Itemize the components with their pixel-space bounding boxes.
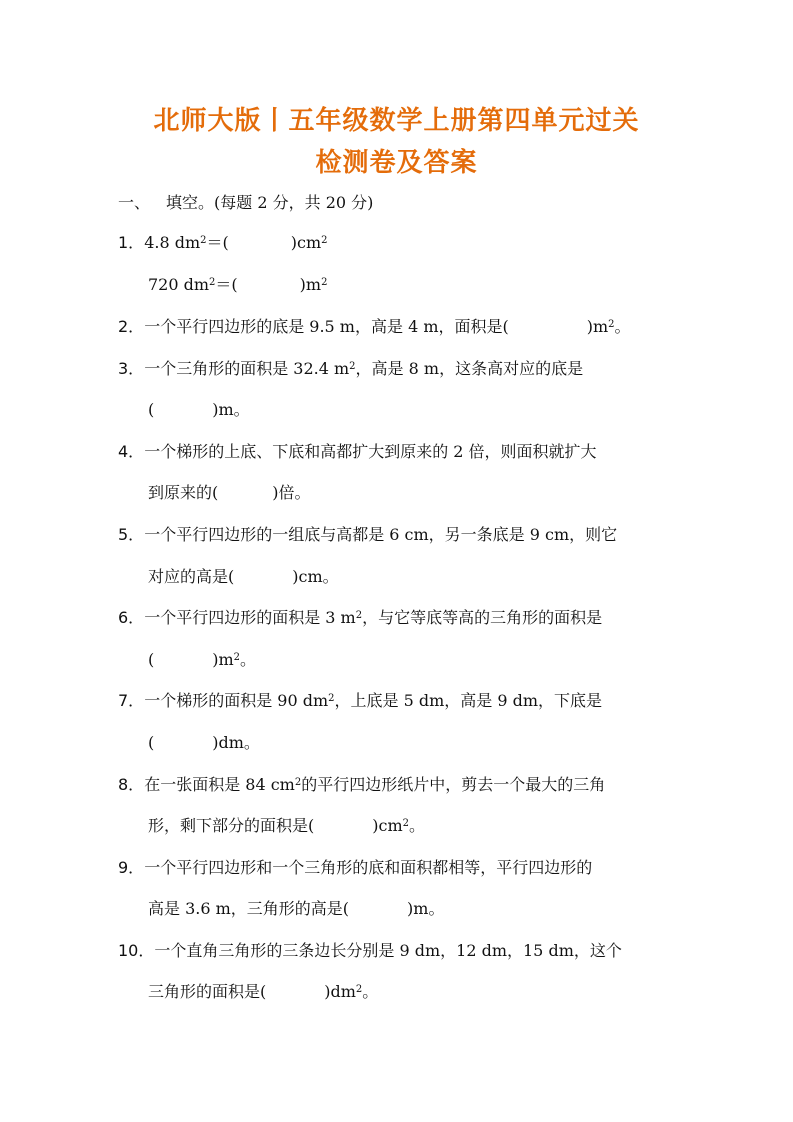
question-10-line-2: 三角形的面积是( )$dm^2$。 xyxy=(148,982,379,1001)
question-7-line-2: ( )dm。 xyxy=(148,733,260,752)
question-2: 2．一个平行四边形的底是 9.5 m，高是 4 m，面积是( )$m^2$。 xyxy=(118,317,631,336)
document-title-line-2: 检测卷及答案 xyxy=(315,148,478,178)
section-label: 一、 xyxy=(118,193,151,212)
document-title-line-1: 北师大版丨五年级数学上册第四单元过关 xyxy=(153,106,640,136)
question-9-line-2: 高是 3.6 m，三角形的高是( )m。 xyxy=(148,899,445,918)
question-1: 1．4.8 $dm^2=$( )$cm^2$ xyxy=(118,233,328,252)
question-9: 9．一个平行四边形和一个三角形的底和面积都相等，平行四边形的 xyxy=(118,858,593,877)
question-4-line-2: 到原来的( )倍。 xyxy=(148,483,311,502)
question-7: 7．一个梯形的面积是 90 $dm^2$，上底是 5 dm，高是 9 dm，下底是 xyxy=(118,691,603,710)
question-8: 8．在一张面积是 84 $cm^2$的平行四边形纸片中，剪去一个最大的三角 xyxy=(118,775,606,794)
section-heading xyxy=(118,190,373,213)
question-5-line-2: 对应的高是( )cm。 xyxy=(148,567,339,586)
question-5: 5．一个平行四边形的一组底与高都是 6 cm，另一条底是 9 cm，则它 xyxy=(118,525,618,544)
section-text: 填空。(每题 2 分，共 20 分) xyxy=(166,193,374,212)
question-6: 6．一个平行四边形的面积是 3 $m^2$，与它等底等高的三角形的面积是 xyxy=(118,608,603,627)
question-4: 4．一个梯形的上底、下底和高都扩大到原来的 2 倍，则面积就扩大 xyxy=(118,442,597,461)
question-8-line-2: 形，剩下部分的面积是( )$cm^2$。 xyxy=(148,816,426,835)
question-3-line-2: ( )m。 xyxy=(148,400,250,419)
question-1-part-2: 720 $dm^2=$( )$m^2$ xyxy=(148,275,328,294)
question-6-line-2: ( )$m^2$。 xyxy=(148,650,257,669)
question-3: 3．一个三角形的面积是 32.4 $m^2$，高是 8 m，这条高对应的底是 xyxy=(118,359,584,378)
question-10: 10．一个直角三角形的三条边长分别是 9 dm，12 dm，15 dm，这个 xyxy=(118,941,622,960)
